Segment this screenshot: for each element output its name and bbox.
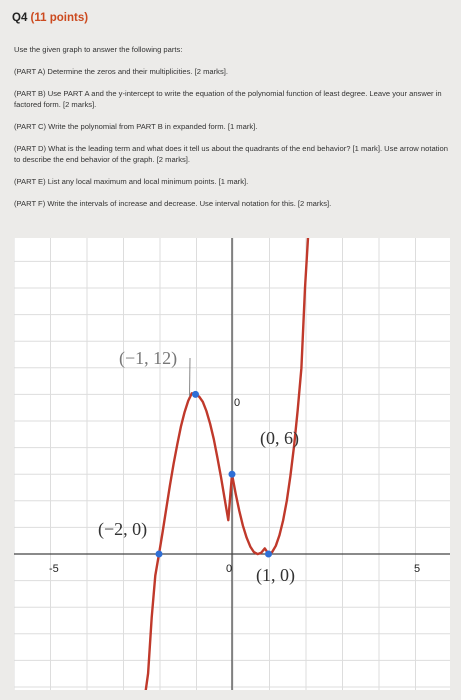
- zero-neg2-label: (−2, 0): [98, 519, 148, 539]
- part-d: (PART D) What is the leading term and what does it tell us about the quadrants of the end behavior? [1 mark]. Use arrow notation to describe the end behavior of the graph. [2 marks].: [14, 144, 448, 164]
- x-tick-neg5: -5: [49, 563, 59, 575]
- polynomial-graph: [14, 238, 450, 690]
- question-points: (11 points): [30, 12, 89, 24]
- x-tick-5: 5: [414, 563, 421, 575]
- question-header: [12, 12, 88, 24]
- zero-1-label: (1, 0): [256, 565, 295, 585]
- y-intercept-label: (0, 6): [260, 428, 299, 448]
- graph-svg: [14, 238, 450, 690]
- part-c: (PART C) Write the polynomial from PART B in expanded form. [1 mark].: [14, 122, 258, 131]
- max-label-leader: [190, 358, 191, 396]
- key-point-2: [156, 551, 163, 558]
- part-f: (PART F) Write the intervals of increase and decrease. Use interval notation for this. [2 marks].: [14, 199, 332, 208]
- key-point-3: [265, 551, 272, 558]
- part-e: (PART E) List any local maximum and local minimum points. [1 mark].: [14, 177, 249, 186]
- question-number: Q4: [12, 12, 28, 24]
- key-point-0: [192, 391, 199, 398]
- x-tick-origin: 0: [226, 563, 233, 575]
- local-max-label: (−1, 12): [119, 348, 178, 368]
- key-point-1: [229, 471, 236, 478]
- part-b: (PART B) Use PART A and the y-intercept to write the equation of the polynomial function of least degree. Leave your answer in factored form. [2 marks].: [14, 89, 442, 109]
- part-a: (PART A) Determine the zeros and their multiplicities. [2 marks].: [14, 67, 228, 76]
- instructions-text: Use the given graph to answer the following parts:: [14, 45, 183, 54]
- y-tick-origin: 0: [234, 397, 241, 409]
- question-body: [14, 44, 450, 220]
